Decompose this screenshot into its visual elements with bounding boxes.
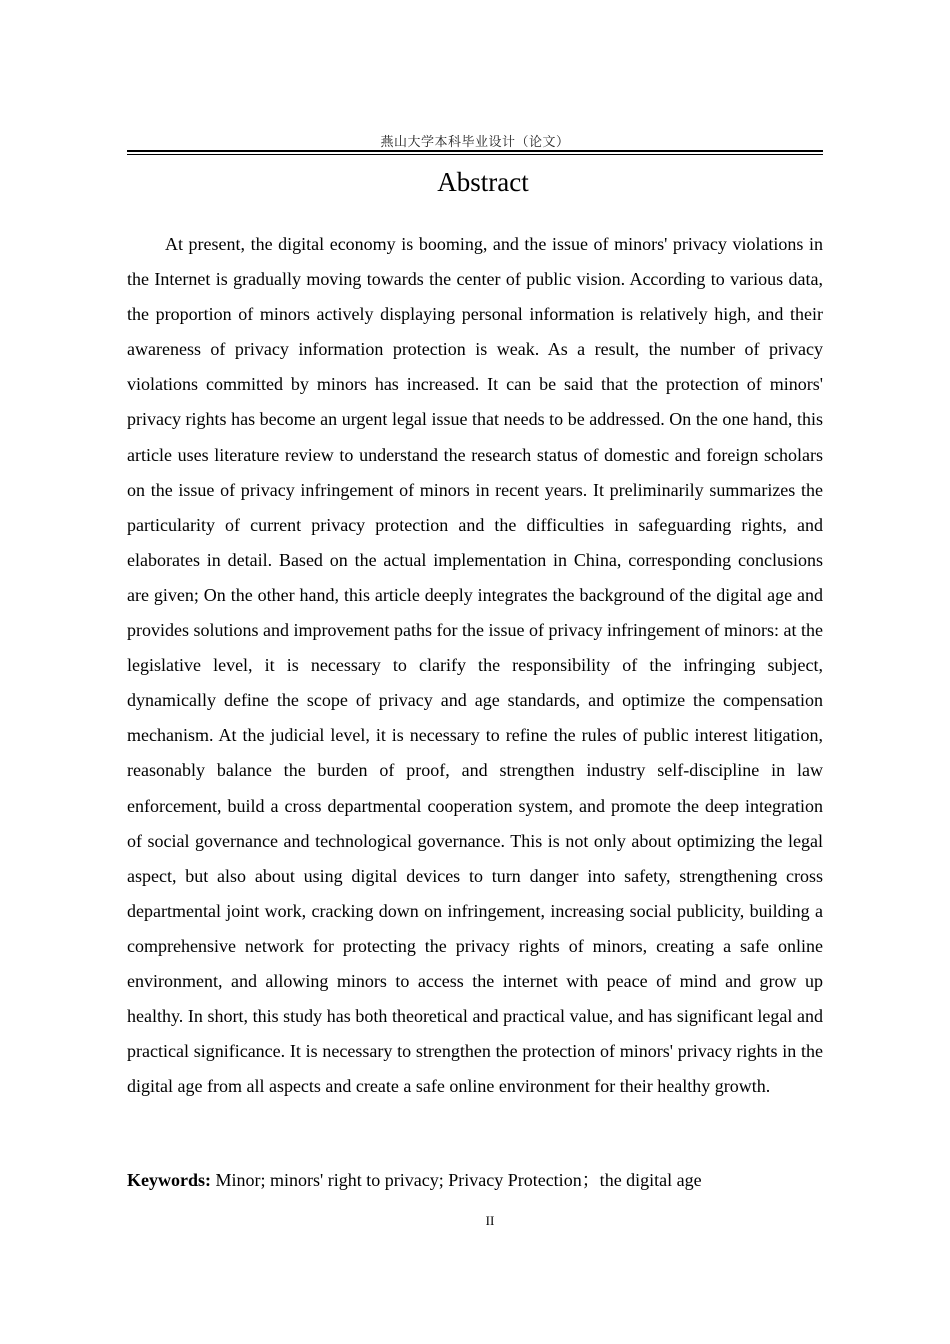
keywords-label: Keywords: [127,1170,211,1190]
header-rule-thick [127,150,823,152]
running-header: 燕山大学本科毕业设计（论文） [380,135,570,150]
abstract-title: Abstract [437,167,529,197]
keywords-text: Minor; minors' right to privacy; Privacy Protection；the digital age [211,1170,702,1190]
header-rule-thin [127,154,823,155]
abstract-paragraph: At present, the digital economy is booming, and the issue of minors' privacy violations in the Internet is gradually moving towards the center of public vision. According to various data, the proportion of minors actively displaying personal information is relatively high, and their awareness of privacy information protection is weak. As a result, the number of privacy violations committed by minors has increased. It can be said that the protection of minors' privacy rights has become an urgent legal issue that needs to be addressed. On the one hand, this article uses literature review to understand the research status of domestic and foreign scholars on the issue of privacy infringement of minors in recent years. It preliminarily summarizes the particularity of current privacy protection and the difficulties in safeguarding rights, and elaborates in detail. Based on the actual implementation in China, corresponding conclusions are given; On the other hand, this article deeply integrates the background of the digital age and provides solutions and improvement paths for the issue of privacy infringement of minors: at the legislative level, it is necessary to clarify the responsibility of the infringing subject, dynamically define the scope of privacy and age standards, and optimize the compensation mechanism. At the judicial level, it is necessary to refine the rules of public interest litigation, reasonably balance the burden of proof, and strengthen industry self-discipline in law enforcement, build a cross departmental cooperation system, and promote the deep integration of social governance and technological governance. This is not only about optimizing the legal aspect, but also about using digital devices to turn danger into safety, strengthening cross departmental joint work, cracking down on infringement, increasing social publicity, building a comprehensive network for protecting the privacy rights of minors, creating a safe online environment, and allowing minors to access the internet with peace of mind and grow up healthy. In short, this study has both theoretical and practical value, and has significant legal and practical significance. It is necessary to strengthen the protection of minors' privacy rights in the digital age from all aspects and create a safe online environment for their healthy growth. [127,234,823,1097]
page-number: II [485,1213,495,1228]
keywords-line [127,1163,823,1198]
